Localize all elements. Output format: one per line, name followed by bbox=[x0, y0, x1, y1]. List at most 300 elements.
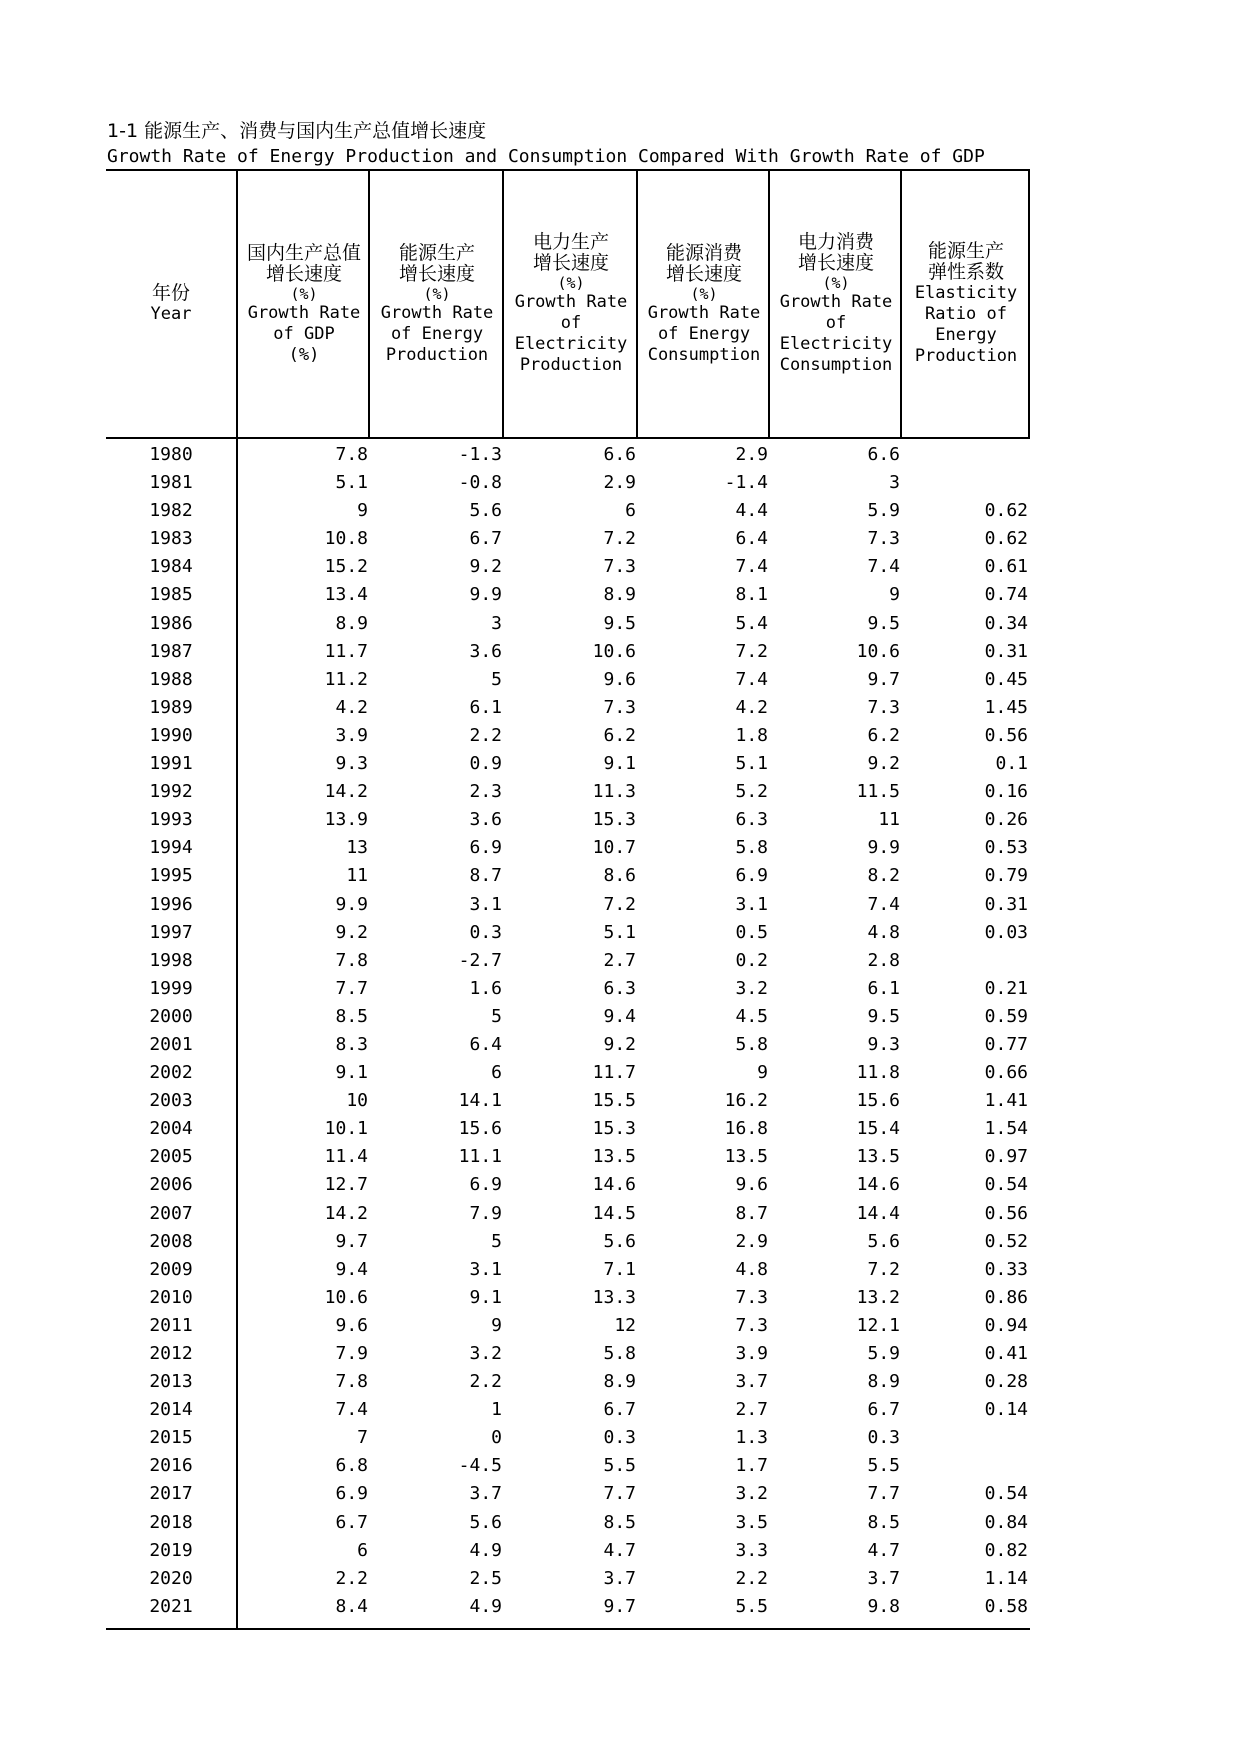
header-cell-6 bbox=[902, 171, 1030, 437]
year-cell: 2007 bbox=[149, 1202, 193, 1224]
value-cell: 12 bbox=[614, 1314, 636, 1336]
value-cell: 2.2 bbox=[735, 1567, 768, 1589]
header-en-text: Production bbox=[385, 344, 489, 365]
table-row bbox=[106, 1565, 1030, 1593]
value-cell: 13.5 bbox=[592, 1146, 636, 1168]
value-cell: 9.2 bbox=[603, 1033, 636, 1055]
value-cell: 0.59 bbox=[984, 1005, 1028, 1027]
table-row bbox=[106, 919, 1030, 947]
table-row bbox=[106, 1171, 1030, 1199]
year-cell: 1985 bbox=[149, 584, 193, 606]
value-cell: 5.6 bbox=[469, 500, 502, 522]
table-title-cn: 1-1 能源生产、消费与国内生产总值增长速度 bbox=[107, 120, 487, 142]
table-row bbox=[106, 1228, 1030, 1256]
value-cell: 3.7 bbox=[867, 1567, 900, 1589]
table-row bbox=[106, 1396, 1030, 1424]
value-cell: 12.7 bbox=[324, 1174, 368, 1196]
value-cell: 14.4 bbox=[856, 1202, 900, 1224]
value-cell: 7.7 bbox=[603, 1483, 636, 1505]
header-cn-text: 年份 bbox=[151, 282, 190, 304]
table-row bbox=[106, 441, 1030, 469]
value-cell: 0.97 bbox=[984, 1146, 1028, 1168]
table-row bbox=[106, 1593, 1030, 1621]
header-column-divider bbox=[636, 171, 638, 437]
table-row bbox=[106, 1031, 1030, 1059]
year-cell: 1987 bbox=[149, 640, 193, 662]
value-cell: 6.1 bbox=[867, 977, 900, 999]
header-cell-5 bbox=[770, 171, 902, 437]
value-cell: 7.3 bbox=[867, 696, 900, 718]
table-row bbox=[106, 1312, 1030, 1340]
value-cell: 7.2 bbox=[603, 528, 636, 550]
value-cell: 11.5 bbox=[856, 781, 900, 803]
year-cell: 1981 bbox=[149, 472, 193, 494]
value-cell: 3.2 bbox=[735, 1483, 768, 1505]
value-cell: 4.9 bbox=[469, 1595, 502, 1617]
value-cell: 2.7 bbox=[735, 1399, 768, 1421]
value-cell: 2.3 bbox=[469, 781, 502, 803]
value-cell: 8.1 bbox=[735, 584, 768, 606]
value-cell: 6.6 bbox=[603, 444, 636, 465]
value-cell: 5.1 bbox=[603, 921, 636, 943]
value-cell: 8.2 bbox=[867, 865, 900, 887]
header-en-text: Consumption bbox=[647, 344, 761, 365]
value-cell: 8.9 bbox=[603, 584, 636, 606]
value-cell: 3.9 bbox=[335, 724, 368, 746]
value-cell: 5.8 bbox=[735, 837, 768, 859]
value-cell: 11 bbox=[878, 809, 900, 831]
value-cell: 0.79 bbox=[984, 865, 1028, 887]
value-cell: 6.9 bbox=[469, 837, 502, 859]
value-cell: 2.5 bbox=[469, 1567, 502, 1589]
value-cell: 6.1 bbox=[469, 696, 502, 718]
value-cell: 5 bbox=[491, 1005, 502, 1027]
value-cell: 11.8 bbox=[856, 1062, 900, 1084]
value-cell: 7.4 bbox=[335, 1399, 368, 1421]
header-cn-text: 增长速度 bbox=[532, 252, 609, 274]
value-cell: 9.6 bbox=[735, 1174, 768, 1196]
value-cell: 3.2 bbox=[469, 1343, 502, 1364]
value-cell: 1.6 bbox=[469, 977, 502, 999]
value-cell: 14.6 bbox=[592, 1174, 636, 1196]
year-cell: 2005 bbox=[149, 1146, 193, 1168]
value-cell: 7.4 bbox=[735, 556, 768, 578]
year-cell: 2016 bbox=[149, 1455, 193, 1477]
year-cell: 1997 bbox=[149, 921, 193, 943]
year-column-divider bbox=[236, 169, 238, 1630]
table-row bbox=[106, 1087, 1030, 1115]
value-cell: 3.1 bbox=[469, 1258, 502, 1280]
table-row bbox=[106, 891, 1030, 919]
table-row bbox=[106, 581, 1030, 609]
value-cell: 9 bbox=[491, 1314, 502, 1336]
value-cell: 7.2 bbox=[867, 1258, 900, 1280]
year-cell: 1980 bbox=[149, 444, 193, 465]
value-cell: 11.3 bbox=[592, 781, 636, 803]
value-cell: -2.7 bbox=[458, 949, 502, 971]
table-row bbox=[106, 553, 1030, 581]
header-en-text: of bbox=[825, 313, 847, 333]
header-right-border bbox=[1028, 171, 1030, 437]
table-bottom-border bbox=[106, 1628, 1030, 1630]
header-cell-2 bbox=[370, 171, 504, 437]
year-cell: 1995 bbox=[149, 865, 193, 887]
year-cell: 2011 bbox=[149, 1314, 193, 1336]
value-cell: 8.9 bbox=[603, 1371, 636, 1393]
value-cell: 3.1 bbox=[469, 893, 502, 915]
header-en-text: Consumption bbox=[779, 355, 893, 375]
value-cell: 8.3 bbox=[335, 1033, 368, 1055]
value-cell: 8.9 bbox=[867, 1371, 900, 1393]
value-cell: 2.2 bbox=[335, 1567, 368, 1589]
header-en-text: of GDP bbox=[273, 323, 335, 344]
value-cell: -0.8 bbox=[458, 472, 502, 494]
value-cell: 10.6 bbox=[324, 1286, 368, 1308]
value-cell: 0.9 bbox=[469, 753, 502, 775]
value-cell: 8.4 bbox=[335, 1595, 368, 1617]
value-cell: 9.6 bbox=[603, 668, 636, 690]
value-cell: 1.3 bbox=[735, 1427, 768, 1449]
table-row bbox=[106, 834, 1030, 862]
value-cell: 9.5 bbox=[867, 612, 900, 634]
value-cell: 4.7 bbox=[867, 1539, 900, 1561]
table-row bbox=[106, 1480, 1030, 1508]
value-cell: 3.7 bbox=[469, 1483, 502, 1505]
value-cell: 4.9 bbox=[469, 1539, 502, 1561]
value-cell: 14.1 bbox=[458, 1090, 502, 1112]
value-cell: 5.6 bbox=[469, 1511, 502, 1533]
table-row bbox=[106, 1340, 1030, 1368]
value-cell: 8.5 bbox=[867, 1511, 900, 1533]
value-cell: 0.31 bbox=[984, 893, 1028, 915]
value-cell: 0.14 bbox=[984, 1399, 1028, 1421]
value-cell: 7.3 bbox=[735, 1286, 768, 1308]
header-unit: (%) bbox=[290, 284, 318, 303]
value-cell: 6.8 bbox=[335, 1455, 368, 1477]
value-cell: 0.56 bbox=[984, 724, 1028, 746]
value-cell: 4.2 bbox=[735, 696, 768, 718]
header-unit: (%) bbox=[423, 284, 451, 303]
value-cell: 11.7 bbox=[592, 1062, 636, 1084]
table-row bbox=[106, 750, 1030, 778]
value-cell: 7 bbox=[357, 1427, 368, 1449]
value-cell: 15.2 bbox=[324, 556, 368, 578]
value-cell: 9 bbox=[889, 584, 900, 606]
value-cell: 8.6 bbox=[603, 865, 636, 887]
value-cell: 9.2 bbox=[867, 753, 900, 775]
value-cell: 1.8 bbox=[735, 724, 768, 746]
value-cell: 0.66 bbox=[984, 1062, 1028, 1084]
header-cn-text: 增长速度 bbox=[398, 262, 475, 285]
value-cell: 4.4 bbox=[735, 500, 768, 522]
table-row bbox=[106, 1115, 1030, 1143]
value-cell: 1.7 bbox=[735, 1455, 768, 1477]
value-cell: 4.7 bbox=[603, 1539, 636, 1561]
value-cell: 2.9 bbox=[735, 1230, 768, 1252]
value-cell: 6.9 bbox=[735, 865, 768, 887]
value-cell: 6 bbox=[491, 1062, 502, 1084]
value-cell: 5.1 bbox=[735, 753, 768, 775]
header-en-text: (%) bbox=[288, 344, 320, 365]
year-cell: 1983 bbox=[149, 528, 193, 550]
value-cell: 10.1 bbox=[324, 1118, 368, 1140]
value-cell: 5.5 bbox=[735, 1595, 768, 1617]
year-cell: 2001 bbox=[149, 1033, 193, 1055]
value-cell: 2.7 bbox=[603, 949, 636, 971]
header-en-text: Growth Rate bbox=[647, 302, 761, 323]
value-cell: 5.1 bbox=[335, 472, 368, 494]
value-cell: 9.3 bbox=[867, 1033, 900, 1055]
value-cell: 4.5 bbox=[735, 1005, 768, 1027]
year-cell: 2008 bbox=[149, 1230, 193, 1252]
value-cell: 7.8 bbox=[335, 949, 368, 971]
year-cell: 1984 bbox=[149, 556, 193, 578]
value-cell: 7.3 bbox=[603, 696, 636, 718]
value-cell: 0.2 bbox=[735, 949, 768, 971]
header-en-text: Electricity bbox=[779, 334, 893, 354]
value-cell: 1.41 bbox=[984, 1090, 1028, 1112]
value-cell: 9 bbox=[357, 500, 368, 522]
value-cell: 0.52 bbox=[984, 1230, 1028, 1252]
value-cell: 2.8 bbox=[867, 949, 900, 971]
value-cell: 9.7 bbox=[867, 668, 900, 690]
year-cell: 2009 bbox=[149, 1258, 193, 1280]
value-cell: 15.3 bbox=[592, 1118, 636, 1140]
value-cell: 3 bbox=[491, 612, 502, 634]
value-cell: 3.5 bbox=[735, 1511, 768, 1533]
value-cell: 5.6 bbox=[867, 1230, 900, 1252]
table-row bbox=[106, 1424, 1030, 1452]
value-cell: 2.2 bbox=[469, 724, 502, 746]
header-cell-0 bbox=[106, 171, 236, 437]
table-row bbox=[106, 666, 1030, 694]
value-cell: 13.5 bbox=[856, 1146, 900, 1168]
value-cell: 8.5 bbox=[603, 1511, 636, 1533]
table-row bbox=[106, 1256, 1030, 1284]
value-cell: 6.6 bbox=[867, 444, 900, 465]
table-row bbox=[106, 1452, 1030, 1480]
value-cell: 14.2 bbox=[324, 1202, 368, 1224]
value-cell: 5.5 bbox=[867, 1455, 900, 1477]
value-cell: -1.3 bbox=[458, 444, 502, 465]
header-en-text: Production bbox=[519, 355, 623, 375]
value-cell: 9.2 bbox=[469, 556, 502, 578]
value-cell: 9.4 bbox=[335, 1258, 368, 1280]
value-cell: 6.7 bbox=[603, 1399, 636, 1421]
value-cell: 7.2 bbox=[603, 893, 636, 915]
value-cell: 6.7 bbox=[335, 1511, 368, 1533]
value-cell: 2.9 bbox=[603, 472, 636, 494]
value-cell: 15.5 bbox=[592, 1090, 636, 1112]
value-cell: 7.8 bbox=[335, 1371, 368, 1393]
value-cell: 3.6 bbox=[469, 640, 502, 662]
year-cell: 2006 bbox=[149, 1174, 193, 1196]
value-cell: 9.8 bbox=[867, 1595, 900, 1617]
year-cell: 1990 bbox=[149, 724, 193, 746]
value-cell: 0.56 bbox=[984, 1202, 1028, 1224]
value-cell: 4.8 bbox=[735, 1258, 768, 1280]
value-cell: 11.1 bbox=[458, 1146, 502, 1168]
value-cell: 8.7 bbox=[735, 1202, 768, 1224]
header-column-divider bbox=[502, 171, 504, 437]
value-cell: 2.2 bbox=[469, 1371, 502, 1393]
value-cell: -1.4 bbox=[724, 472, 768, 494]
year-cell: 2000 bbox=[149, 1005, 193, 1027]
header-en-text: Growth Rate bbox=[514, 292, 628, 312]
value-cell: 10 bbox=[346, 1090, 368, 1112]
value-cell: 4.2 bbox=[335, 696, 368, 718]
value-cell: 6.9 bbox=[469, 1174, 502, 1196]
year-cell: 1991 bbox=[149, 753, 193, 775]
value-cell: 11.4 bbox=[324, 1146, 368, 1168]
value-cell: 8.9 bbox=[335, 612, 368, 634]
value-cell: 9.4 bbox=[603, 1005, 636, 1027]
value-cell: 5.9 bbox=[867, 500, 900, 522]
value-cell: 0.94 bbox=[984, 1314, 1028, 1336]
header-cn-text: 能源生产 bbox=[927, 240, 1004, 262]
table-row bbox=[106, 1143, 1030, 1171]
header-cn-text: 电力生产 bbox=[532, 231, 609, 253]
header-en-text: Year bbox=[150, 304, 192, 324]
value-cell: 6.4 bbox=[469, 1033, 502, 1055]
value-cell: 5.9 bbox=[867, 1343, 900, 1364]
value-cell: 0 bbox=[491, 1427, 502, 1449]
value-cell: 6 bbox=[357, 1539, 368, 1561]
value-cell: 5.2 bbox=[735, 781, 768, 803]
value-cell: 9.5 bbox=[867, 1005, 900, 1027]
value-cell: 6.9 bbox=[335, 1483, 368, 1505]
header-en-text: of Energy bbox=[390, 323, 484, 344]
value-cell: 0.61 bbox=[984, 556, 1028, 578]
value-cell: 7.3 bbox=[603, 556, 636, 578]
table-title-en: Growth Rate of Energy Production and Consumption Compared With Growth Rate of GDP bbox=[107, 146, 985, 167]
value-cell: 3.7 bbox=[603, 1567, 636, 1589]
value-cell: 13.3 bbox=[592, 1286, 636, 1308]
header-cn-text: 国内生产总值 bbox=[246, 241, 361, 264]
value-cell: 3.6 bbox=[469, 809, 502, 831]
value-cell: 0.82 bbox=[984, 1539, 1028, 1561]
header-cell-1 bbox=[238, 171, 370, 437]
value-cell: 8.5 bbox=[335, 1005, 368, 1027]
table-row bbox=[106, 722, 1030, 750]
header-column-divider bbox=[368, 171, 370, 437]
value-cell: 14.5 bbox=[592, 1202, 636, 1224]
table-row bbox=[106, 497, 1030, 525]
value-cell: 0.74 bbox=[984, 584, 1028, 606]
value-cell: 7.7 bbox=[335, 977, 368, 999]
value-cell: 7.9 bbox=[469, 1202, 502, 1224]
value-cell: 0.1 bbox=[995, 753, 1028, 775]
value-cell: 7.4 bbox=[735, 668, 768, 690]
header-cn-text: 增长速度 bbox=[797, 252, 874, 274]
value-cell: 0.5 bbox=[735, 921, 768, 943]
table-row bbox=[106, 469, 1030, 497]
header-cn-text: 增长速度 bbox=[665, 262, 742, 285]
table-row bbox=[106, 947, 1030, 975]
value-cell: 6.4 bbox=[735, 528, 768, 550]
value-cell: 3 bbox=[889, 472, 900, 494]
value-cell: 7.3 bbox=[867, 528, 900, 550]
value-cell: 3.9 bbox=[735, 1343, 768, 1364]
value-cell: 2.9 bbox=[735, 444, 768, 465]
value-cell: 9.7 bbox=[603, 1595, 636, 1617]
value-cell: 5.4 bbox=[735, 612, 768, 634]
value-cell: 0.34 bbox=[984, 612, 1028, 634]
value-cell: 3.7 bbox=[735, 1371, 768, 1393]
table-row bbox=[106, 778, 1030, 806]
table-row bbox=[106, 1003, 1030, 1031]
header-unit: (%) bbox=[557, 274, 585, 292]
value-cell: 5 bbox=[491, 1230, 502, 1252]
year-cell: 1992 bbox=[149, 781, 193, 803]
table-row bbox=[106, 638, 1030, 666]
value-cell: 16.8 bbox=[724, 1118, 768, 1140]
value-cell: 9.6 bbox=[335, 1314, 368, 1336]
value-cell: 4.8 bbox=[867, 921, 900, 943]
value-cell: 5.6 bbox=[603, 1230, 636, 1252]
header-en-text: of bbox=[560, 313, 582, 333]
value-cell: 6.7 bbox=[469, 528, 502, 550]
value-cell: 9.7 bbox=[335, 1230, 368, 1252]
value-cell: 8.7 bbox=[469, 865, 502, 887]
table-row bbox=[106, 806, 1030, 834]
value-cell: 14.2 bbox=[324, 781, 368, 803]
header-cell-4 bbox=[638, 171, 770, 437]
value-cell: 1.54 bbox=[984, 1118, 1028, 1140]
value-cell: 5 bbox=[491, 668, 502, 690]
value-cell: 1.45 bbox=[984, 696, 1028, 718]
table-row bbox=[106, 525, 1030, 553]
value-cell: 6.3 bbox=[603, 977, 636, 999]
year-cell: 1999 bbox=[149, 977, 193, 999]
value-cell: 10.6 bbox=[856, 640, 900, 662]
value-cell: 10.7 bbox=[592, 837, 636, 859]
value-cell: 16.2 bbox=[724, 1090, 768, 1112]
header-en-text: Production bbox=[914, 346, 1018, 366]
year-cell: 1982 bbox=[149, 500, 193, 522]
value-cell: 15.4 bbox=[856, 1118, 900, 1140]
value-cell: 13.9 bbox=[324, 809, 368, 831]
value-cell: 0.54 bbox=[984, 1483, 1028, 1505]
table-row bbox=[106, 1200, 1030, 1228]
value-cell: 0.03 bbox=[984, 921, 1028, 943]
value-cell: 7.4 bbox=[867, 556, 900, 578]
value-cell: 0.26 bbox=[984, 809, 1028, 831]
year-cell: 2003 bbox=[149, 1090, 193, 1112]
year-cell: 1993 bbox=[149, 809, 193, 831]
header-en-text: Elasticity bbox=[914, 283, 1018, 303]
value-cell: 9.9 bbox=[867, 837, 900, 859]
value-cell: 0.21 bbox=[984, 977, 1028, 999]
table-row bbox=[106, 694, 1030, 722]
value-cell: 9 bbox=[757, 1062, 768, 1084]
header-en-text: of Energy bbox=[657, 323, 751, 344]
year-cell: 2014 bbox=[149, 1399, 193, 1421]
year-cell: 2021 bbox=[149, 1595, 193, 1617]
table-row bbox=[106, 1059, 1030, 1087]
table-row bbox=[106, 610, 1030, 638]
value-cell: 7.8 bbox=[335, 444, 368, 465]
year-cell: 2018 bbox=[149, 1511, 193, 1533]
value-cell: 0.31 bbox=[984, 640, 1028, 662]
header-column-divider bbox=[900, 171, 902, 437]
year-cell: 2010 bbox=[149, 1286, 193, 1308]
value-cell: 0.16 bbox=[984, 781, 1028, 803]
value-cell: 0.41 bbox=[984, 1343, 1028, 1364]
value-cell: 0.45 bbox=[984, 668, 1028, 690]
header-cell-3 bbox=[504, 171, 638, 437]
value-cell: 9.9 bbox=[335, 893, 368, 915]
